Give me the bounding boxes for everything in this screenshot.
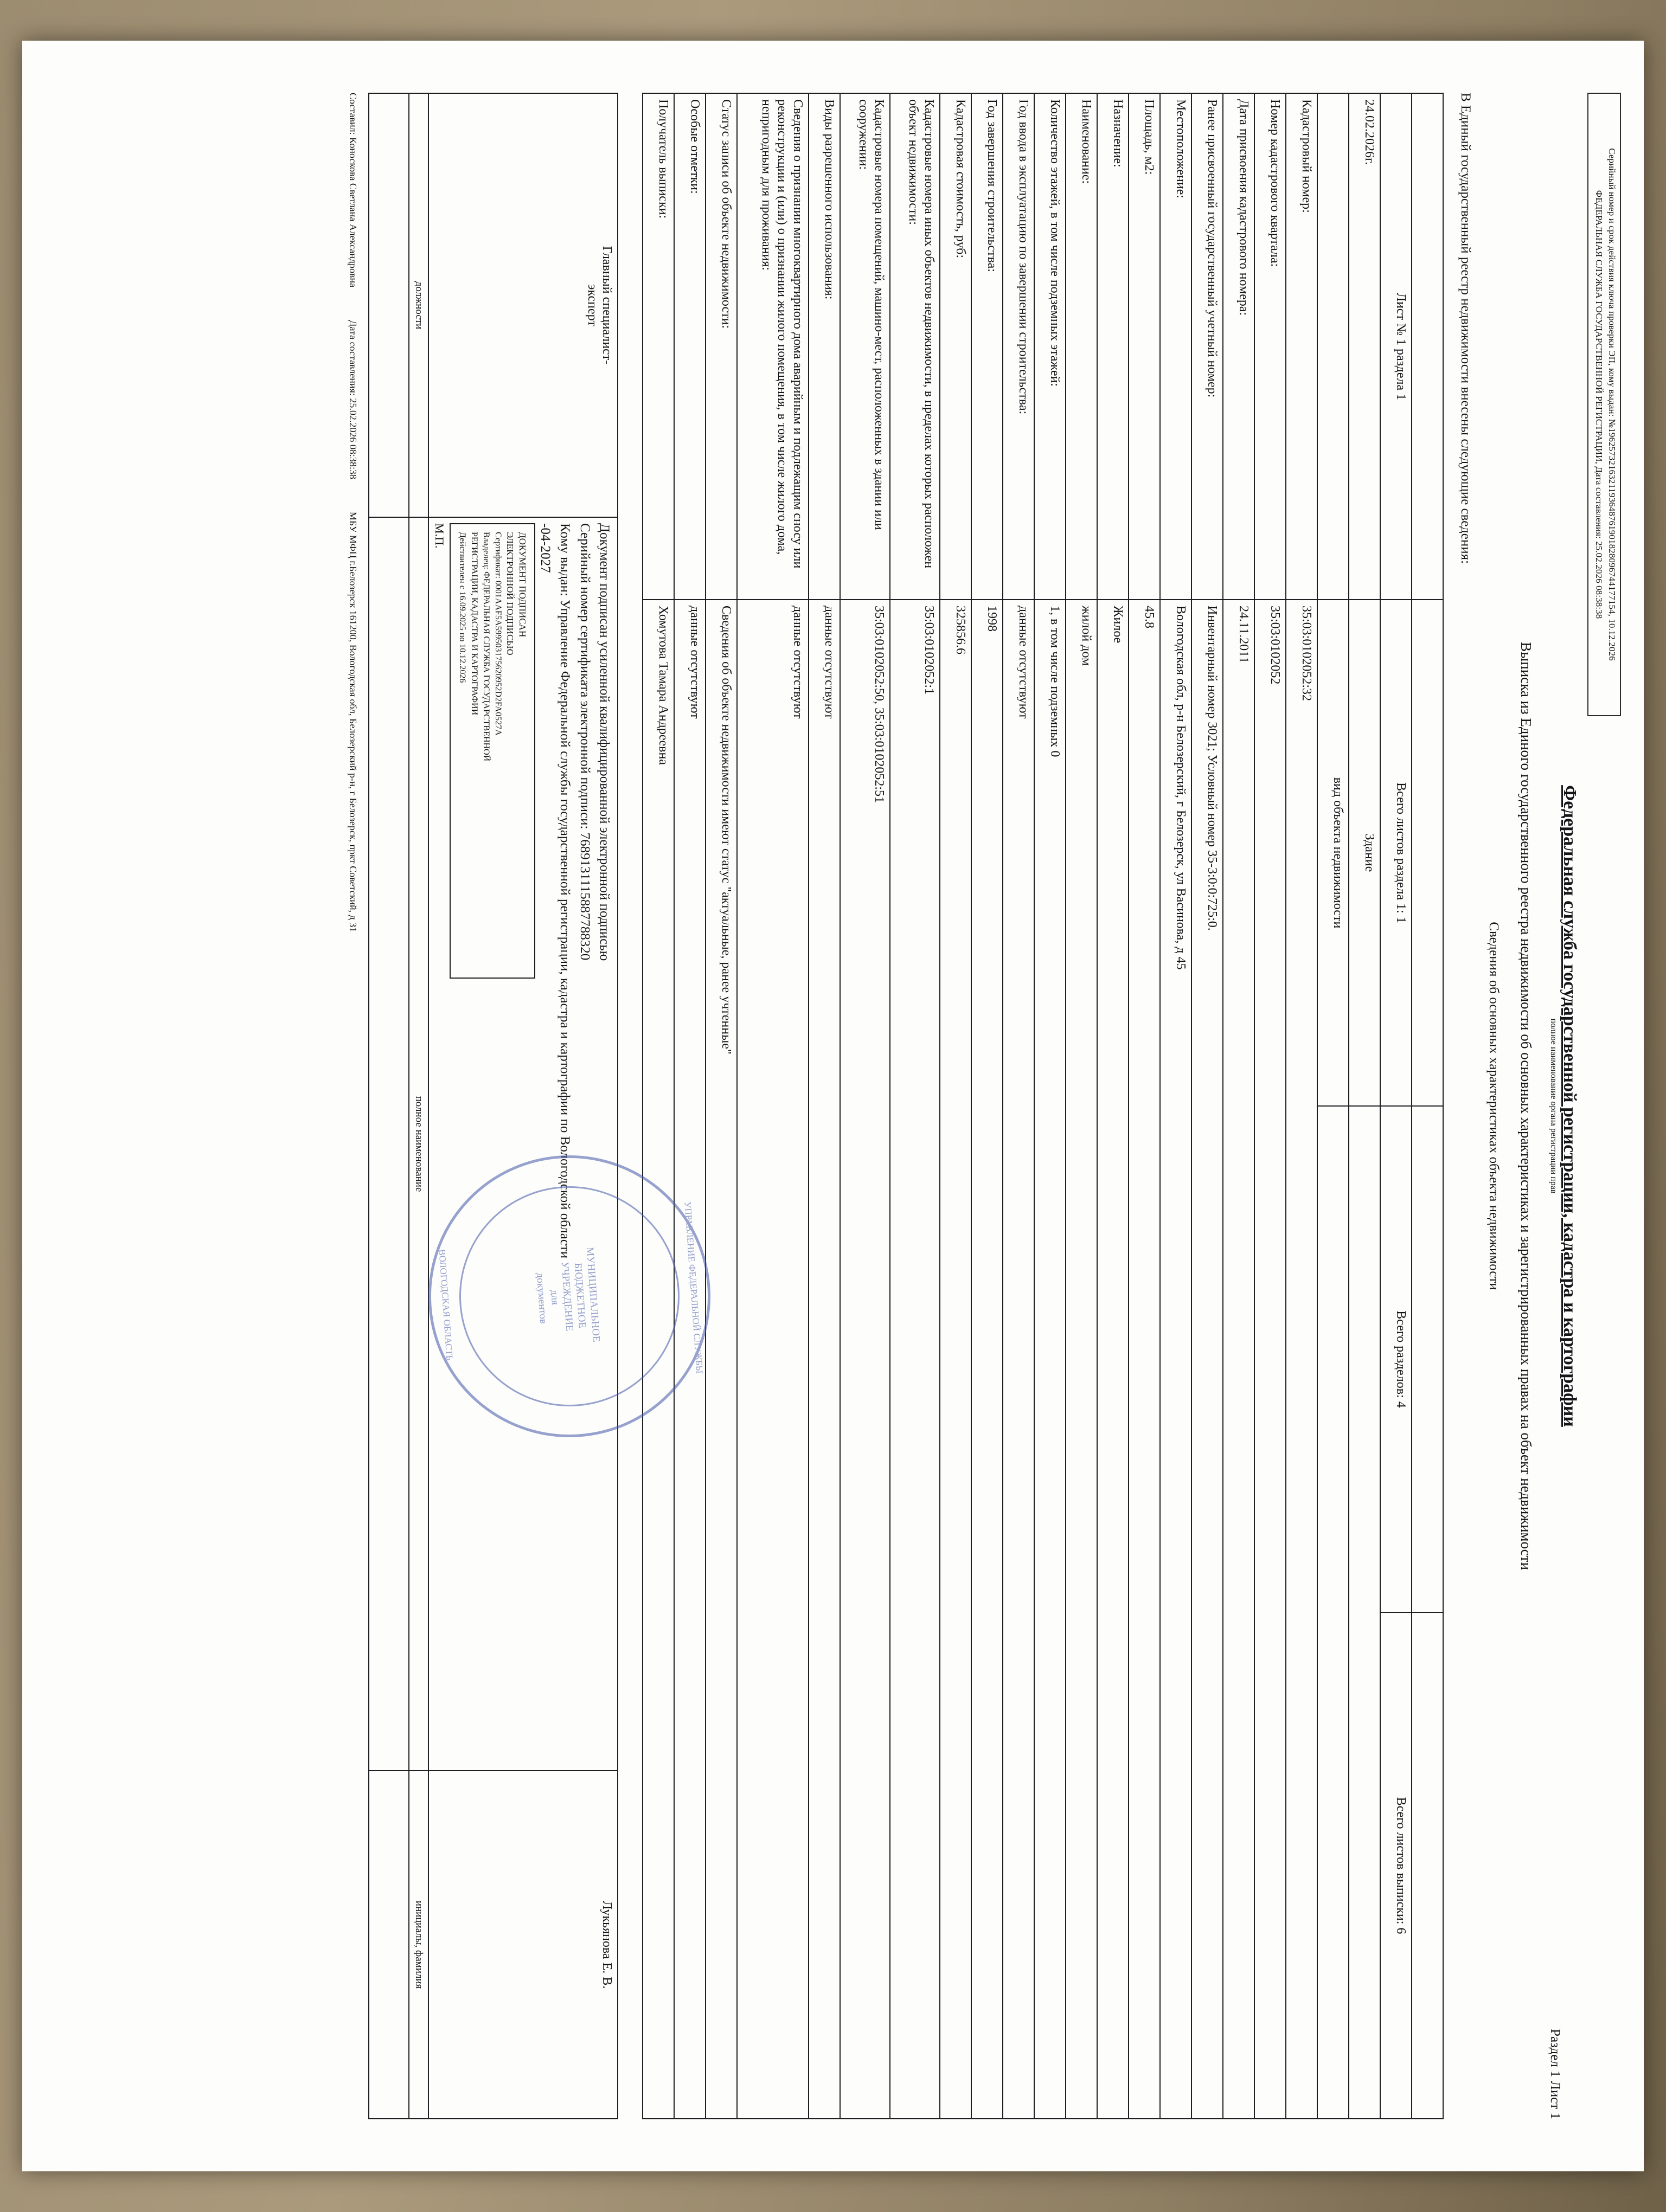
row-label: Кадастровые номера помещений, машино-мест, расположенных в здании или сооружении:	[840, 93, 890, 600]
row-label: Кадастровая стоимость, руб:	[940, 93, 971, 600]
signed-line-3: Кому выдан: Управление Федеральной службы государственной регистрации, кадастра и картографии по Вологодской области	[558, 523, 573, 1259]
table-row	[1286, 93, 1317, 2119]
row-value: Сведения об объекте недвижимости имеют статус "актуальные, ранее учтенные"	[706, 600, 737, 2119]
table-row	[1129, 93, 1160, 2119]
document-title: Выписка из Единого государственного реестра недвижимости об основных характеристиках и зарегистрированных правах на объект недвижимости	[1518, 642, 1534, 1570]
table-row	[1003, 93, 1034, 2119]
signature-esign-cell	[428, 517, 618, 1771]
row-value: 45.8	[1129, 600, 1160, 2119]
table-row	[706, 93, 737, 2119]
footer-date: Дата составления: 25.02.2026 08:38:38	[347, 320, 358, 479]
signer-role-line2: эксперт	[585, 284, 599, 326]
esign-line-4: Владелец: ФЕДЕРАЛЬНАЯ СЛУЖБА ГОСУДАРСТВЕННОЙ	[482, 532, 491, 762]
role-caption: должности	[409, 93, 428, 517]
table-row	[1066, 93, 1097, 2119]
row-label: Особые отметки:	[674, 93, 706, 600]
row-value: данные отсутствуют	[674, 600, 706, 2119]
blank-cell-3	[1412, 1106, 1443, 1612]
row-value: 325856.6	[940, 600, 971, 2119]
blank-cell-4	[1412, 1612, 1443, 2119]
table-row	[643, 93, 674, 2119]
table-row	[890, 93, 940, 2119]
date-cell: 24.02.2026г.	[1349, 93, 1380, 600]
sheets-in-section-cell: Всего листов раздела 1: 1	[1380, 600, 1412, 1106]
object-kind-cell: Здание	[1349, 600, 1380, 1106]
row-value: Инвентарный номер 3021; Условный номер 35-3:0:0:725:0.	[1191, 600, 1223, 2119]
organization-title: Федеральная служба государственной регистрации, кадастра и картографии	[1560, 785, 1580, 1427]
row-label: Количество этажей, в том числе подземных этажей:	[1034, 93, 1066, 600]
table-row	[1191, 93, 1223, 2119]
blank-role	[369, 93, 409, 517]
table-row	[809, 93, 840, 2119]
lead-text: В Единый государственный реестр недвижимости внесены следующие сведения:	[1458, 93, 1473, 564]
blank-initials	[369, 1771, 409, 2119]
row-label: Получатель выписки:	[643, 93, 674, 600]
row-label: Кадастровый номер:	[1286, 93, 1317, 600]
table-row	[1160, 93, 1191, 2119]
row-label: Кадастровые номера иных объектов недвижимости, в пределах которых расположен объект недвижимости:	[890, 93, 940, 600]
table-row	[940, 93, 971, 2119]
row-value: 24.11.2011	[1223, 600, 1254, 2119]
row-label: Год ввода в эксплуатацию по завершении строительства:	[1003, 93, 1034, 600]
table-row	[674, 93, 706, 2119]
row-label: Дата присвоения кадастрового номера:	[1223, 93, 1254, 600]
signer-name-cell: Лукьянова Е. В.	[428, 1771, 618, 2119]
empty-cell	[1317, 93, 1349, 600]
signed-line-1: Документ подписан усиленной квалифицированной электронной подписью	[597, 523, 612, 961]
row-value: 35:03:0102052:32	[1286, 600, 1317, 2119]
signed-line-4: -04-2027	[538, 523, 553, 573]
row-label: Виды разрешенного использования:	[809, 93, 840, 600]
row-value: 35:03:0102052	[1254, 600, 1286, 2119]
blank-cell-2	[1412, 600, 1443, 1106]
table-row	[840, 93, 890, 2119]
signer-role-cell	[428, 93, 618, 517]
row-value: жилой дом	[1066, 600, 1097, 2119]
esign-line-2: ЭЛЕКТРОННОЙ ПОДПИСЬЮ	[504, 532, 515, 655]
table-row	[1097, 93, 1129, 2119]
row-value: 1, в том числе подземных 0	[1034, 600, 1066, 2119]
table-row	[737, 93, 809, 2119]
row-value: 35:03:0102052:50, 35:03:0102052:51	[840, 600, 890, 2119]
row-label: Площадь, м2:	[1129, 93, 1160, 600]
table-row-sheets	[1380, 93, 1412, 2119]
certificate-micro-header	[1588, 93, 1622, 716]
signature-blank-row	[369, 93, 409, 2119]
row-label: Местоположение:	[1160, 93, 1191, 600]
row-value: данные отсутствуют	[809, 600, 840, 2119]
object-info-table	[642, 93, 1444, 2119]
esign-line-3: Сертификат: 0001AAF5A599503175620952D2FA0527A	[493, 532, 503, 736]
signature-row	[428, 93, 618, 2119]
stamp-top-text: УПРАВЛЕНИЕ ФЕДЕРАЛЬНОЙ СЛУЖБЫ	[682, 1201, 705, 1374]
sheet-number-cell: Лист № 1 раздела 1	[1380, 93, 1412, 600]
name-caption: полное наименование	[409, 517, 428, 1771]
table-row	[1254, 93, 1286, 2119]
blank-cell-1	[1412, 93, 1443, 600]
row-value: Жилое	[1097, 600, 1129, 2119]
signature-caption-row	[409, 93, 428, 2119]
table-row-kind-sub	[1317, 93, 1349, 2119]
organization-subtitle: полное наименование органа регистрации прав	[1549, 1018, 1558, 1194]
footer-note	[347, 93, 358, 2119]
signer-role-line1: Главный специалист-	[600, 246, 614, 365]
esign-line-5: РЕГИСТРАЦИИ, КАДАСТРА И КАРТОГРАФИИ	[470, 532, 479, 716]
total-sections-cell: Всего разделов: 4	[1380, 1106, 1412, 1612]
row-label: Статус записи об объекте недвижимости:	[706, 93, 737, 600]
object-kind-sub-cell: вид объекта недвижимости	[1317, 600, 1349, 1106]
table-row	[1412, 93, 1443, 2119]
table-row-date	[1349, 93, 1380, 2119]
table-row	[1223, 93, 1254, 2119]
empty-cell-2	[1317, 1106, 1349, 2119]
total-sheets-cell: Всего листов выписки: 6	[1380, 1612, 1412, 2119]
blank-name	[369, 517, 409, 1771]
row-value: 35:03:0102052:1	[890, 600, 940, 2119]
section-title: Сведения об основных характеристиках объекта недвижимости	[1486, 922, 1501, 1290]
table-row	[1034, 93, 1066, 2119]
electronic-signature-badge	[450, 523, 535, 979]
row-label: Номер кадастрового квартала:	[1254, 93, 1286, 600]
document-page	[22, 41, 1644, 2171]
row-value: данные отсутствуют	[1003, 600, 1034, 2119]
esign-line-1: ДОКУМЕНТ ПОДПИСАН	[517, 532, 528, 638]
row-label: Сведения о признании многоквартирного дома аварийным и подлежащим сносу или реконструкции и (или) о признании жилого помещения, в том числе жилого дома, непригодным для проживания:	[737, 93, 809, 600]
row-value: Хомутова Тамара Андреевна	[643, 600, 674, 2119]
initials-caption: инициалы, фамилия	[409, 1771, 428, 2119]
row-value: 1998	[971, 600, 1003, 2119]
row-label: Год завершения строительства:	[971, 93, 1003, 600]
object-kind-caption-cell	[1349, 1106, 1380, 2119]
stamp-center-text: МУНИЦИПАЛЬНОЕ БЮДЖЕТНОЕ УЧРЕЖДЕНИЕ для документов	[534, 1246, 602, 1343]
mp-label: М.П.	[432, 523, 446, 549]
micro-line-2: ФЕДЕРАЛЬНАЯ СЛУЖБА ГОСУДАРСТВЕННОЙ РЕГИСТРАЦИИ, Дата составления: 25.02.2026 08:38:38	[1594, 190, 1605, 619]
footer-address: МБУ МФЦ г.Белозерск 161200, Вологодская обл, Белозерский р-н, г Белозерск, пркт Советский, д 31	[347, 511, 358, 933]
row-label: Назначение:	[1097, 93, 1129, 600]
signed-line-2: Серийный номер сертификата электронной подписи: 7689131115887788320	[577, 523, 592, 961]
signature-table	[368, 93, 618, 2119]
signed-info	[535, 523, 614, 1765]
footer-compiler: Составил: Коноскова Светлана Александровна	[347, 93, 358, 288]
row-label: Наименование:	[1066, 93, 1097, 600]
micro-line-1: Серийный номер и срок действия ключа проверки ЭП, кому выдан: №1962573216321193648761901828096744177154, 10.12.2026	[1607, 148, 1617, 661]
table-row	[971, 93, 1003, 2119]
row-value: данные отсутствуют	[737, 600, 809, 2119]
esign-line-6: Действителен с 16.09.2025 по 10.12.2026	[458, 532, 467, 683]
razdel-label: Раздел 1 Лист 1	[1548, 2029, 1562, 2119]
row-value: Вологодская обл, р-н Белозерский, г Белозерск, ул Васинова, д 45	[1160, 600, 1191, 2119]
row-label: Ранее присвоенный государственный учетный номер:	[1191, 93, 1223, 600]
stamp-bottom-text: ВОЛОГОДСКАЯ ОБЛАСТЬ	[437, 1249, 455, 1361]
